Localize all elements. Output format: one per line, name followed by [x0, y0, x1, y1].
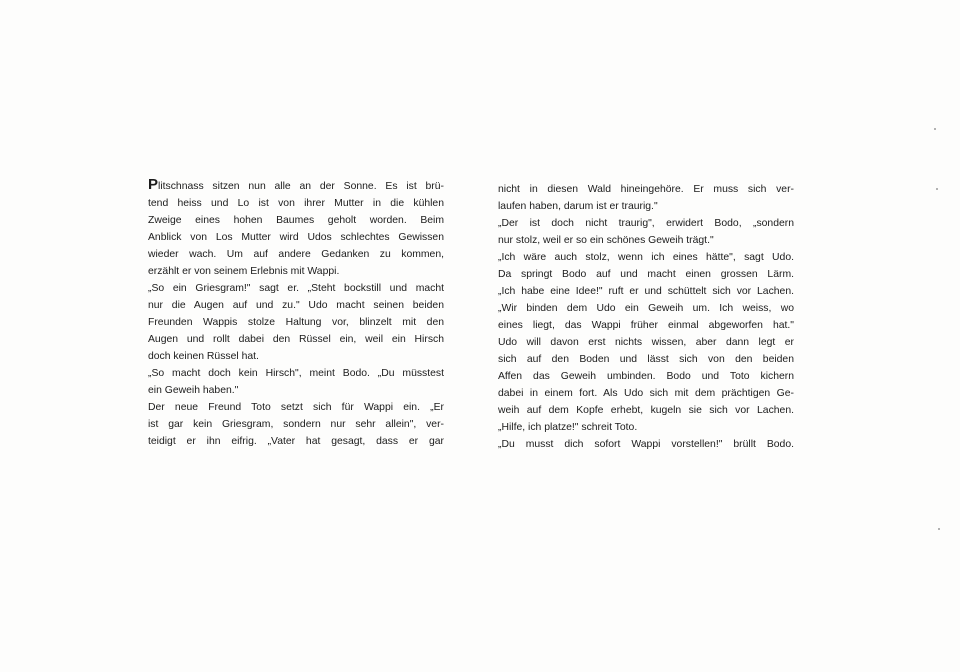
text-line: wieder wach. Um auf andere Gedanken zu kommen, — [148, 249, 444, 260]
paper-speck — [936, 188, 938, 190]
text-line: nur die Augen auf und zu." Udo macht seinen beiden — [148, 300, 444, 311]
drop-cap: P — [148, 178, 159, 193]
text-line — [148, 178, 444, 195]
text-line: teidigt er ihn eifrig. „Vater hat gesagt, dass er gar — [148, 436, 444, 447]
left-page-text — [148, 178, 444, 450]
text-line: „Du musst dich sofort Wappi vorstellen!" brüllt Bodo. — [498, 439, 794, 450]
text-line: sich auf den Boden und lässt sich von den beiden — [498, 354, 794, 365]
paper-speck — [934, 128, 936, 130]
text-line: Freunden Wappis stolze Haltung vor, blinzelt mit den — [148, 317, 444, 328]
text-line: ein Geweih haben." — [148, 385, 239, 396]
text-line: ist gar kein Griesgram, sondern nur sehr allein", ver- — [148, 419, 444, 430]
text-line: nicht in diesen Wald hineingehöre. Er muss sich ver- — [498, 184, 794, 195]
paper-speck — [938, 528, 940, 530]
text-line: doch keinen Rüssel hat. — [148, 351, 259, 362]
text-line: Der neue Freund Toto setzt sich für Wappi ein. „Er — [148, 402, 444, 413]
text-line: Udo will davon erst nichts wissen, aber dann legt er — [498, 337, 794, 348]
text-line: „So macht doch kein Hirsch", meint Bodo. „Du müsstest — [148, 368, 444, 379]
text-line: dabei in einem fort. Als Udo sich mit dem prächtigen Ge- — [498, 388, 794, 399]
text-line: Augen und rollt dabei den Rüssel ein, weil ein Hirsch — [148, 334, 444, 345]
text-line: „Hilfe, ich platze!" schreit Toto. — [498, 422, 638, 433]
text-line: Anblick von Los Mutter wird Udos schlechtes Gewissen — [148, 232, 444, 243]
text-line: „Wir binden dem Udo ein Geweih um. Ich weiss, wo — [498, 303, 794, 314]
text-line: laufen haben, darum ist er traurig." — [498, 201, 658, 212]
text-line: „Ich wäre auch stolz, wenn ich eines hätte", sagt Udo. — [498, 252, 794, 263]
text-line: Affen das Geweih umbinden. Bodo und Toto kichern — [498, 371, 794, 382]
text-line: nur stolz, weil er so ein schönes Geweih trägt." — [498, 235, 714, 246]
text-line: eines liegt, das Wappi früher einmal abgeworfen hat." — [498, 320, 794, 331]
text-line: tend heiss und Lo ist von ihrer Mutter in die kühlen — [148, 198, 444, 209]
text-line: Da springt Bodo auf und macht einen grossen Lärm. — [498, 269, 794, 280]
text-line: Zweige eines hohen Baumes geholt worden. Beim — [148, 215, 444, 226]
text-line: weih auf dem Kopfe erhebt, kugeln sie sich vor Lachen. — [498, 405, 794, 416]
text-line: „Der ist doch nicht traurig", erwidert Bodo, „sondern — [498, 218, 794, 229]
text-line: erzählt er von seinem Erlebnis mit Wappi. — [148, 266, 340, 277]
right-page-text — [498, 181, 794, 453]
text-line: „Ich habe eine Idee!" ruft er und schüttelt sich vor Lachen. — [498, 286, 794, 297]
text-line: „So ein Griesgram!" sagt er. „Steht bockstill und macht — [148, 283, 444, 294]
text-line-rest: litschnass sitzen nun alle an der Sonne. Es ist brü- — [158, 181, 444, 192]
